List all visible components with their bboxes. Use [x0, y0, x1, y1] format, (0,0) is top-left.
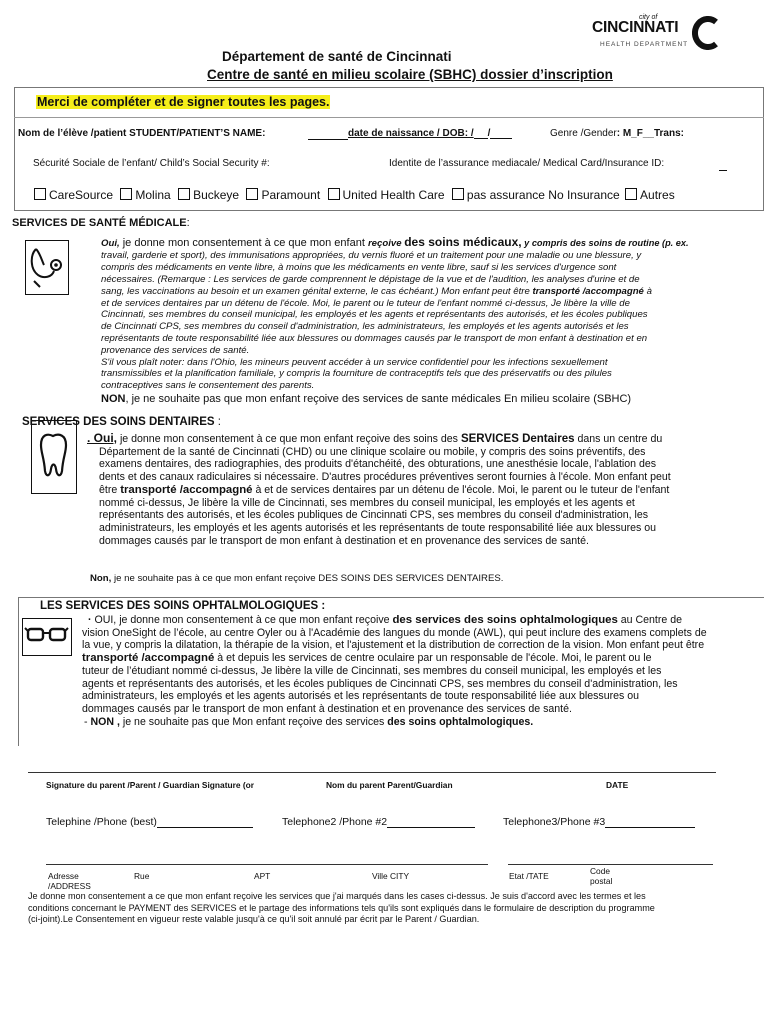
address-line[interactable]: [46, 864, 488, 865]
insurance-id-label: Identite de l’assurance mediacale/ Medical Card/Insurance ID:: [389, 158, 665, 169]
ophthalmo-icon-box: [22, 618, 72, 656]
insurance-option-paramount[interactable]: Paramount: [246, 188, 320, 202]
tooth-icon: [32, 421, 75, 492]
instruction-banner: Merci de compléter et de signer toutes les pages.: [37, 95, 330, 109]
insurance-option-buckeye[interactable]: Buckeye: [178, 188, 239, 202]
street-label: Rue: [134, 871, 150, 881]
insurance-options: [34, 188, 675, 202]
medical-decline[interactable]: NON, je ne souhaite pas que mon enfant reçoive des services de sante médicales En milieu scolaire (SBHC): [101, 392, 632, 405]
zip-label: Code: [590, 866, 611, 876]
dental-decline[interactable]: Non, je ne souhaite pas à ce que mon enfant reçoive DES SOINS DES SERVICES DENTAIRES.: [90, 573, 504, 584]
insurance-id-field[interactable]: [719, 170, 727, 171]
logo-department: HEALTH DEPARTMENT: [600, 41, 689, 48]
checkbox[interactable]: [120, 188, 132, 200]
logo-c-mark-icon: [692, 16, 720, 50]
medical-consent-paragraph: Oui, je donne mon consentement à ce que mon enfant reçoive des soins médicaux, y compris des soins de routine (p. ex. travail, garderie et sport), des immunisations appropriées, du vernis fluoré et un traitement pour une maladie ou une blessure, y compris des médicaments en vente libre, à moins que les médicaments en vente libre, sauf si les services d'urgence sont nécessaires. (Remarque : Les services de garde comprennent le dépistage de la vue et de l'audition, les analyses d'urine et de sang, les vaccinations au besoin et un examen génital externe, le cas échéant.) Mon enfant peut être transporté /accompagné à et de services dentaires par un détenu de l'école. Moi, le parent ou le tuteur de l'enfant nommé ci-dessus, Je libère la ville de Cincinnati, ses membres du conseil municipal, les employés et les agents et représentants des autorisés, et les écoles publiques de Cincinnati CPS, ses membres du conseil d'administration, les administrateurs, les employés et les agents autorisés et les représentants de toute responsabilité liée aux blessures ou dommages causés par le transport de mon enfant à destination et en provenance des services de santé. S'il vous plaît noter: dans l'Ohio, les mineurs peuvent accéder à un service confidentiel pour les infections sexuellement transmissibles et la planification familiale, y compris la fourniture de contraceptifs tels que des préservatifs ou des pilules contraceptives sans le consentement des parents. NON, je ne souhaite pas que mon enfant reçoive des services de sante médicales En milieu scolaire (SBHC): [101, 236, 761, 405]
phone1-field[interactable]: Telephine /Phone (best): [46, 816, 253, 828]
gender-label: Genre /Gender: M_F__Trans:: [550, 128, 684, 139]
dob-label: date de naissance / DOB: / /: [348, 128, 512, 139]
medical-section-title: SERVICES DE SANTÉ MÉDICALE:: [12, 217, 190, 229]
city-label: Ville CITY: [372, 871, 410, 881]
ophthalmo-consent-line1: · OUI, je donne mon consentement à ce que mon enfant reçoive des services des soins ophtalmologiques au Centre de: [88, 614, 683, 626]
logo-name: CINCINNATI: [592, 19, 679, 36]
insurance-option-other[interactable]: Autres: [625, 188, 675, 202]
final-consent-text: Je donne mon consentement a ce que mon enfant reçoive les services que j'ai marqués dans les cases ci-dessus. Je suis d'accord avec les termes et les conditions concernant le PAYMENT des SERVICES et le partage des informations tels qu'ils sont expliqués dans le formulaire de description du programme (ci-joint).Le Consentement en vigueur reste valable jusqu'à ce qu'il soit annulé par écrit par le Parent / Guardian.: [28, 891, 655, 925]
dental-icon-box: [31, 420, 77, 494]
ophthalmo-decline[interactable]: - NON , je ne souhaite pas que Mon enfant reçoive des services des soins ophtalmologiques.: [84, 715, 534, 728]
date-label: DATE: [606, 780, 629, 790]
phone3-field[interactable]: Telephone3/Phone #3: [503, 816, 695, 828]
dental-oui: . Oui,: [87, 431, 117, 445]
checkbox[interactable]: [625, 188, 637, 200]
address-label-en: /ADDRESS: [48, 881, 91, 891]
stethoscope-icon: [26, 241, 67, 293]
divider: [14, 117, 764, 118]
ophthalmo-consent-paragraph: · OUI, je donne mon consentement à ce que mon enfant reçoive des services des soins ophtalmologiques au Centre de vision OneSight de l’école, au centre Oyler ou à l'Académie des langues du monde (AWL), qui peut inclure des examens complets de la vue, y compris la dilatation, la thérapie de la vision, et l'ajustement et la distribution de correction de la vision. Mon enfant peut être transporté /accompagné à et depuis les services de centre oculaire par un responsable de l'école. Moi, le parent ou le tuteur de l’étudiant nommé ci-dessus, Je libère la ville de Cincinnati, ses membres du conseil municipal, les employés et les agents et représentants des autorisés, et les écoles publiques de Cincinnati CPS, ses membres du conseil d'administration, les administrateurs, les employés et les agents autorisés et les représentants de toute responsabilité liée aux blessures ou dommages causés par le transport de mon enfant à destination et en provenance des services de santé. - NON , je ne souhaite pas que Mon enfant reçoive des services des soins ophtalmologiques.: [82, 614, 762, 728]
dental-consent-line1: . Oui, je donne mon consentement à ce que mon enfant reçoive des soins des SERVICES Dentaires dans un centre du: [87, 431, 663, 445]
medical-icon-box: [25, 240, 69, 295]
dental-consent-paragraph: . Oui, je donne mon consentement à ce que mon enfant reçoive des soins des SERVICES Dentaires dans un centre du Département de la santé de Cincinnati (CHD) ou une clinique scolaire ou mobile, y compris des soins préventifs, des examens dentaires, des radiographies, des produits d'étanchéité, des obturations, une anesthésie locale, l'ablation des dents et des canaux radiculaires si nécessaire. D'autres procédures préventives seront fournies à l'école. Mon enfant peut être transporté /accompagné à et de services dentaires par un détenu de l'école. Moi, le parent ou le tuteur de l'enfant nommé ci-dessus, Je libère la ville de Cincinnati, ses membres du conseil municipal, les employés et les agents et représentants des autorisés, et les écoles publiques de Cincinnati CPS, ses membres du conseil d'administration, les administrateurs, les employés et les agents autorisés et les représentants de toute responsabilité liée aux blessures ou dommages causés par le transport de mon enfant à destination et en provenance des services de santé.: [87, 432, 763, 547]
apt-label: APT: [254, 871, 271, 881]
checkbox[interactable]: [328, 188, 340, 200]
student-name-field[interactable]: [308, 139, 348, 140]
glasses-icon: [23, 619, 70, 654]
insurance-option-molina[interactable]: Molina: [120, 188, 170, 202]
insurance-option-caresource[interactable]: CareSource: [34, 188, 113, 202]
student-name-label: Nom de l’élève /patient STUDENT/PATIENT’S NAME:: [18, 128, 266, 139]
state-zip-line[interactable]: [508, 864, 713, 865]
medical-consent-line1: Oui, je donne mon consentement à ce que mon enfant reçoive des soins médicaux, y compris des soins de routine (p. ex.: [101, 235, 689, 249]
parent-name-label: Nom du parent Parent/Guardian: [326, 780, 453, 790]
dental-section-title: SERVICES DES SOINS DENTAIRES :: [22, 416, 221, 428]
medical-oui: Oui,: [101, 238, 120, 249]
ophthalmo-section-title: LES SERVICES DES SOINS OPHTALMOLOGIQUES :: [40, 600, 326, 612]
signature-line[interactable]: [28, 772, 716, 773]
insurance-option-none[interactable]: pas assurance No Insurance: [452, 188, 620, 202]
address-label: Adresse: [48, 871, 79, 881]
parent-signature-label: Signature du parent /Parent / Guardian Signature (or: [46, 780, 255, 790]
checkbox[interactable]: [452, 188, 464, 200]
checkbox[interactable]: [34, 188, 46, 200]
ssn-label: Sécurité Sociale de l’enfant/ Child’s Social Security #:: [33, 158, 270, 169]
logo-city-of: city of: [639, 14, 658, 21]
page-title: Département de santé de Cincinnati: [222, 49, 452, 64]
zip-label-2: postal: [590, 876, 613, 886]
state-label: Etat /TATE: [509, 871, 549, 881]
insurance-option-united[interactable]: United Health Care: [328, 188, 445, 202]
phone2-field[interactable]: Telephone2 /Phone #2: [282, 816, 475, 828]
cincinnati-health-logo: [592, 14, 722, 54]
checkbox[interactable]: [178, 188, 190, 200]
checkbox[interactable]: [246, 188, 258, 200]
page-subtitle: Centre de santé en milieu scolaire (SBHC) dossier d’inscription: [207, 67, 613, 82]
